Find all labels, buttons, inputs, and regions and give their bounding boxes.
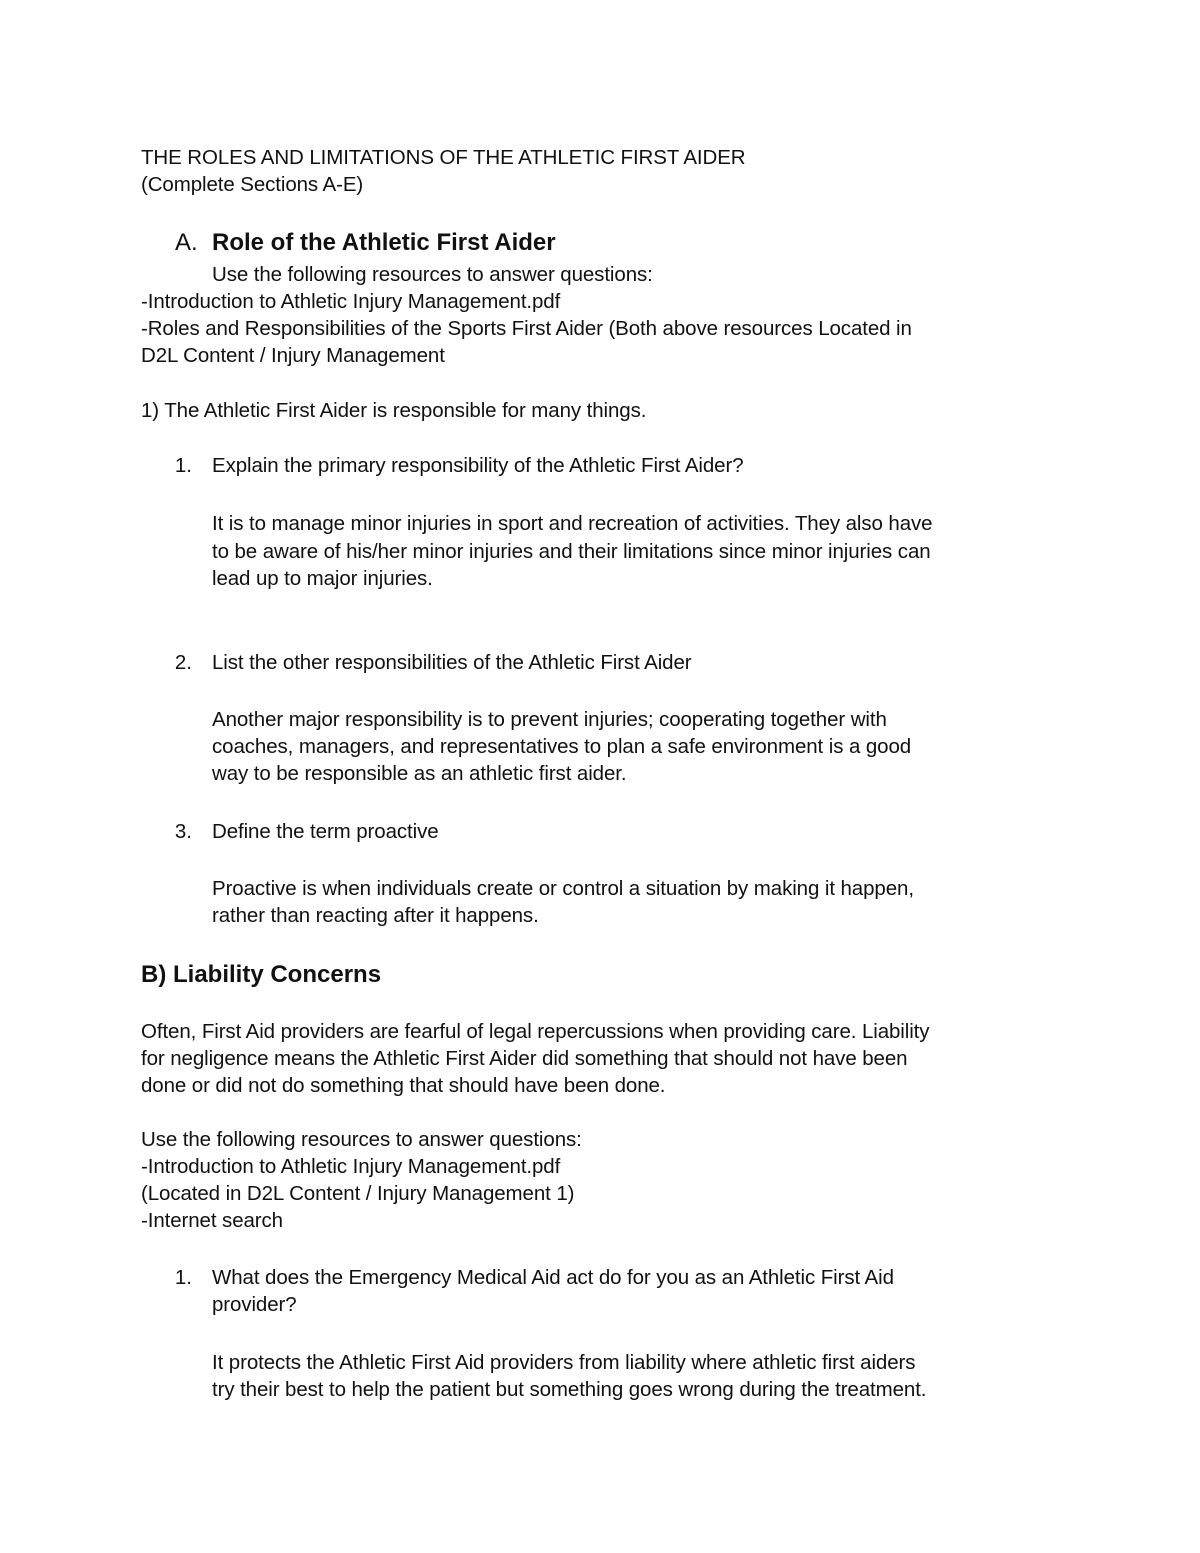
section-a-resource-2-line1: -Roles and Responsibilities of the Sports First Aider (Both above resources Located in [141, 317, 912, 340]
answer-line: Proactive is when individuals create or control a situation by making it happen, [212, 877, 914, 900]
section-a-prompt: 1) The Athletic First Aider is responsible for many things. [141, 399, 647, 422]
answer-line: It is to manage minor injuries in sport and recreation of activities. They also have [212, 512, 933, 535]
question-number: 2. [174, 651, 192, 674]
section-b-intro-line: Often, First Aid providers are fearful of legal repercussions when providing care. Liability [141, 1020, 930, 1043]
question-text: Define the term proactive [212, 820, 439, 843]
section-b-resources-line: -Internet search [141, 1209, 283, 1232]
question-number: 3. [174, 820, 192, 843]
section-b-intro-line: done or did not do something that should have been done. [141, 1074, 666, 1097]
question-number: 1. [174, 1266, 192, 1289]
answer-line: way to be responsible as an athletic first aider. [212, 762, 627, 785]
answer-line: to be aware of his/her minor injuries and their limitations since minor injuries can [212, 540, 931, 563]
answer-line: coaches, managers, and representatives to plan a safe environment is a good [212, 735, 912, 758]
answer-line: lead up to major injuries. [212, 567, 433, 590]
section-b-resources-line: -Introduction to Athletic Injury Management.pdf [141, 1155, 561, 1178]
section-b-intro-line: for negligence means the Athletic First Aider did something that should not have been [141, 1047, 908, 1070]
question-text: List the other responsibilities of the Athletic First Aider [212, 651, 692, 674]
answer-line: It protects the Athletic First Aid providers from liability where athletic first aiders [212, 1351, 916, 1374]
question-text: Explain the primary responsibility of the Athletic First Aider? [212, 454, 744, 477]
section-a-marker: A. [175, 229, 198, 256]
section-b-resources-line: Use the following resources to answer questions: [141, 1128, 582, 1151]
document-title: THE ROLES AND LIMITATIONS OF THE ATHLETIC FIRST AIDER [141, 146, 746, 169]
answer-line: try their best to help the patient but something goes wrong during the treatment. [212, 1378, 927, 1401]
question-number: 1. [174, 454, 192, 477]
section-b-heading: B) Liability Concerns [141, 961, 382, 988]
document-subtitle: (Complete Sections A-E) [141, 173, 364, 196]
answer-line: Another major responsibility is to prevent injuries; cooperating together with [212, 708, 887, 731]
section-a-heading: Role of the Athletic First Aider [212, 229, 556, 256]
question-text: provider? [212, 1293, 297, 1316]
section-a-resources-intro: Use the following resources to answer questions: [212, 263, 653, 286]
question-text: What does the Emergency Medical Aid act do for you as an Athletic First Aid [212, 1266, 894, 1289]
answer-line: rather than reacting after it happens. [212, 904, 539, 927]
section-b-resources-line: (Located in D2L Content / Injury Management 1) [141, 1182, 575, 1205]
section-a-resource-1: -Introduction to Athletic Injury Management.pdf [141, 290, 561, 313]
section-a-resource-2-line2: D2L Content / Injury Management [141, 344, 445, 367]
